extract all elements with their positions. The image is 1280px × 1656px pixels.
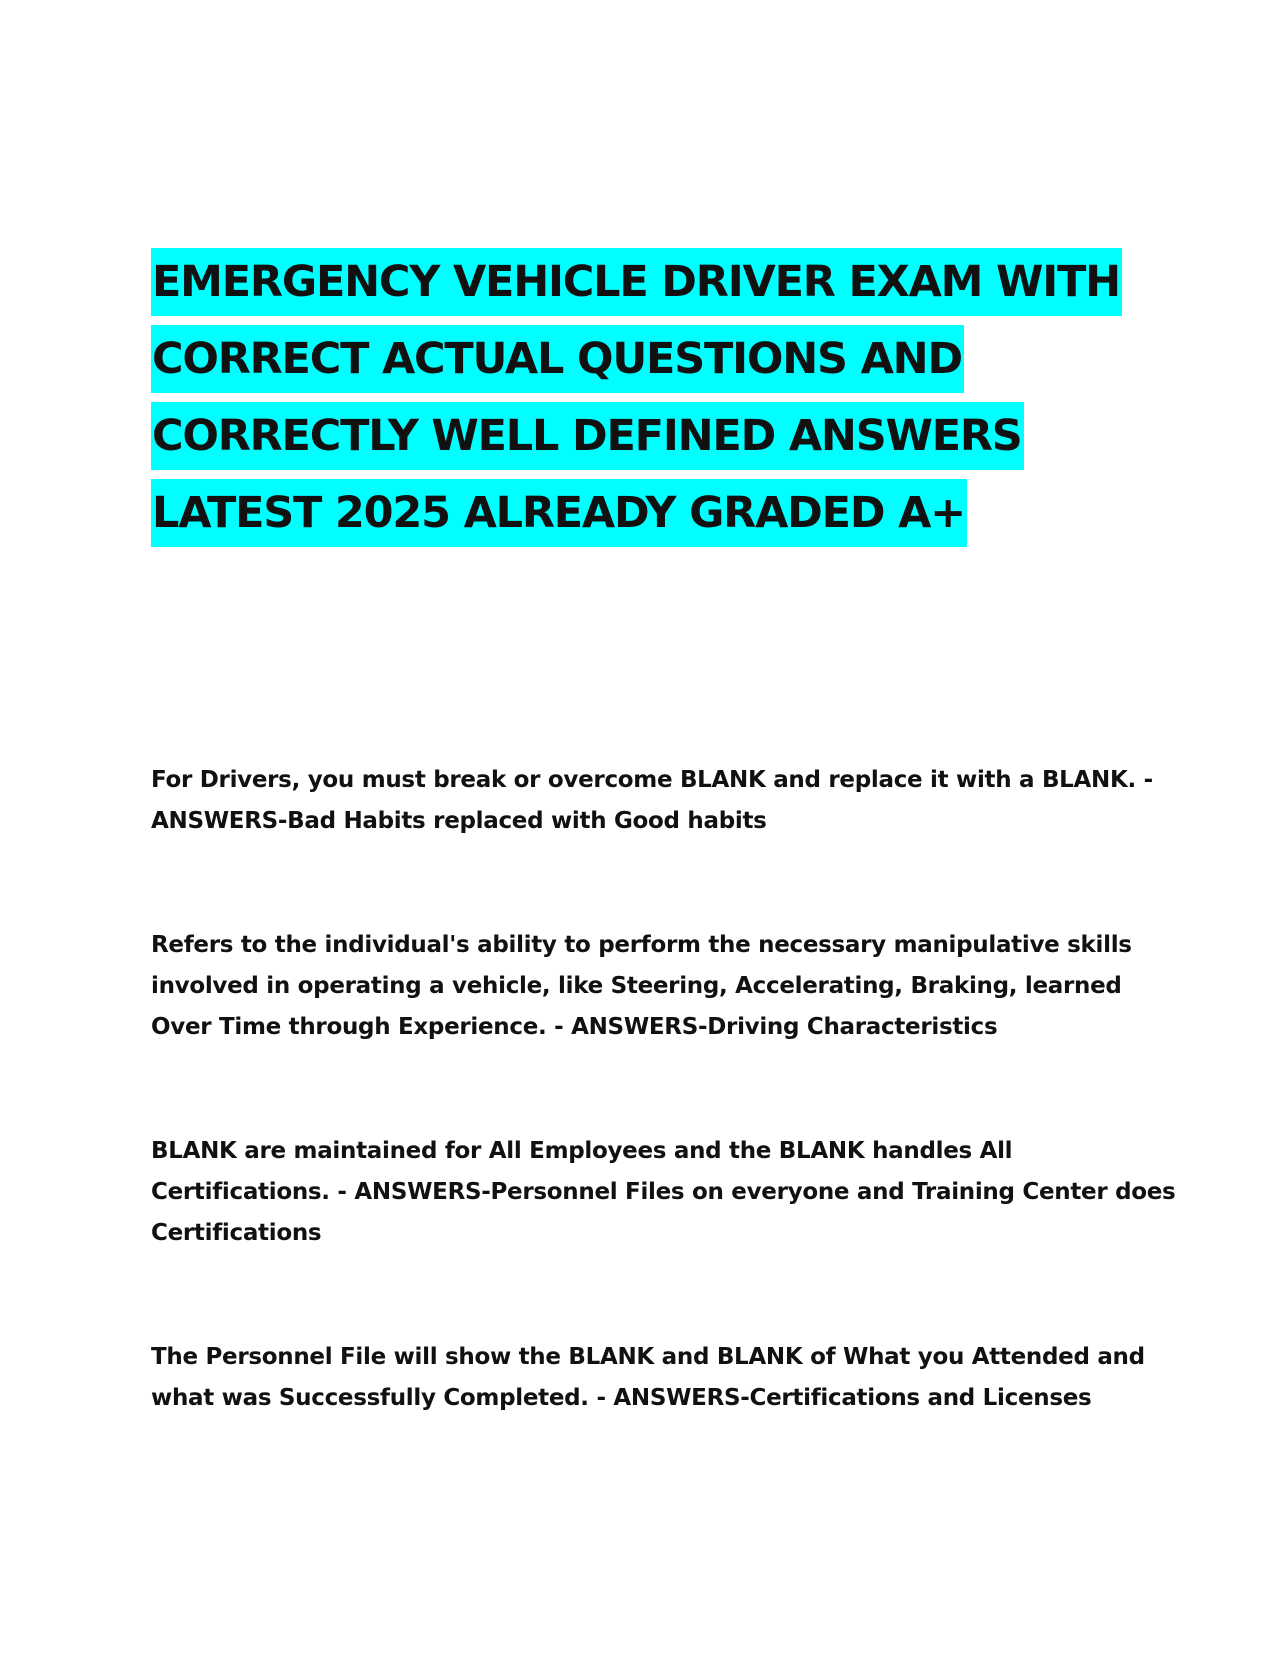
title-line-text: LATEST 2025 ALREADY GRADED A+ (151, 479, 967, 547)
title-line (151, 402, 1151, 472)
question-answer-3 (151, 1131, 1176, 1254)
title-line-text: CORRECTLY WELL DEFINED ANSWERS (151, 402, 1024, 470)
qa-line: For Drivers, you must break or overcome BLANK and replace it with a BLANK. - (151, 767, 1153, 793)
qa-line: Certifications. - ANSWERS-Personnel Files on everyone and Training Center does (151, 1179, 1176, 1205)
qa-line: Certifications (151, 1220, 322, 1246)
qa-line: what was Successfully Completed. - ANSWERS-Certifications and Licenses (151, 1385, 1092, 1411)
qa-line: BLANK are maintained for All Employees and the BLANK handles All (151, 1138, 1013, 1164)
question-answer-4 (151, 1337, 1145, 1419)
title-line (151, 479, 1151, 549)
title-line-text: EMERGENCY VEHICLE DRIVER EXAM WITH (151, 248, 1122, 316)
question-answer-2 (151, 925, 1141, 1048)
title-line-text: CORRECT ACTUAL QUESTIONS AND (151, 325, 964, 393)
qa-line: Over Time through Experience. - ANSWERS-Driving Characteristics (151, 1014, 998, 1040)
title-line (151, 248, 1151, 318)
qa-line: involved in operating a vehicle, like Steering, Accelerating, Braking, learned (151, 973, 1122, 999)
title-line (151, 325, 1151, 395)
qa-line: Refers to the individual's ability to perform the necessary manipulative skills (151, 932, 1132, 958)
qa-line: ANSWERS-Bad Habits replaced with Good habits (151, 808, 767, 834)
document-title (151, 248, 1151, 556)
question-answer-1 (151, 760, 1153, 842)
qa-line: The Personnel File will show the BLANK and BLANK of What you Attended and (151, 1344, 1145, 1370)
